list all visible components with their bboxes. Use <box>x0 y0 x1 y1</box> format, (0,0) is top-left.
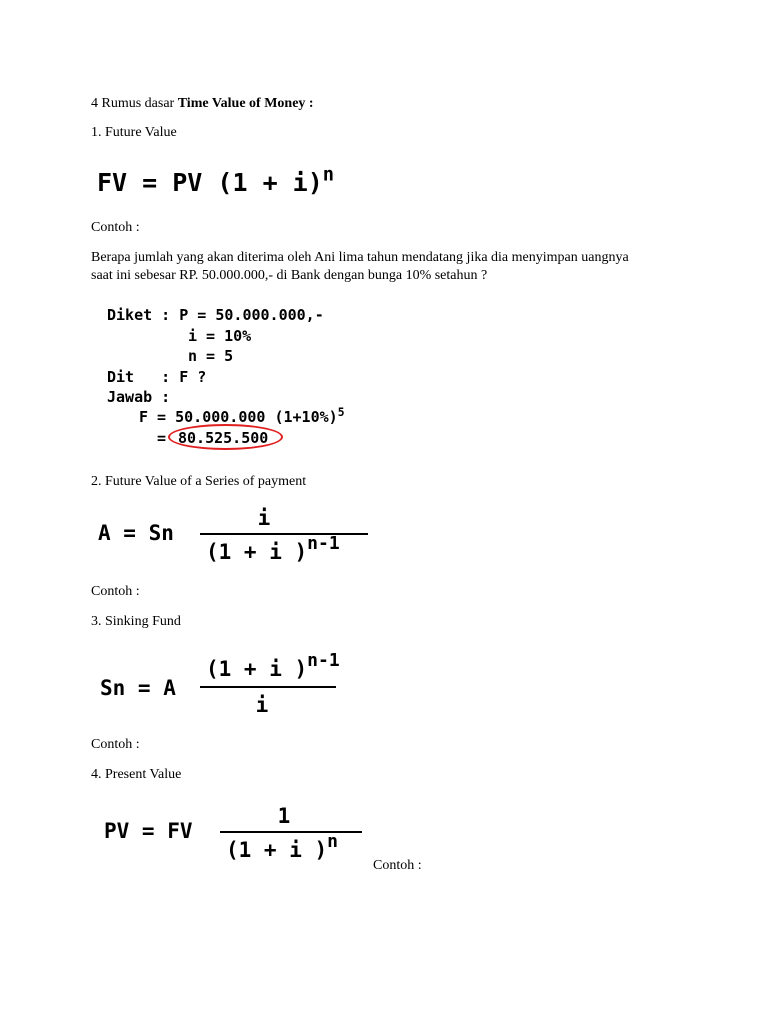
formula-series-den-exponent: n-1 <box>307 533 340 555</box>
formula-pv-fraction-bar <box>220 831 362 833</box>
formula-sinking-denominator: i <box>255 693 269 717</box>
formula-sinking-num-exponent: n-1 <box>307 650 340 672</box>
formula-series-fraction-bar <box>200 533 368 535</box>
example-jawab: Jawab : <box>107 388 171 406</box>
formula-pv-den-text: (1 + i ) <box>226 838 328 862</box>
example-equals: = <box>157 429 167 447</box>
formula-pv-lhs: PV = FV <box>104 819 193 843</box>
formula-future-value <box>97 166 334 200</box>
formula-series-den-text: (1 + i ) <box>206 540 308 564</box>
example-n: n = 5 <box>188 347 234 365</box>
example-question-line-1: Berapa jumlah yang akan diterima oleh Ani lima tahun mendatang jika dia menyimpan uangnya <box>91 250 629 265</box>
intro-title: Time Value of Money : <box>177 96 314 111</box>
formula-pv-den-exponent: n <box>327 831 338 853</box>
example-dit: Dit : F ? <box>107 368 207 386</box>
example-result: 80.525.500 <box>178 429 269 447</box>
formula-sinking-lhs: Sn = A <box>100 676 176 700</box>
formula-sinking-num-text: (1 + i ) <box>206 657 308 681</box>
formula-series-denominator <box>206 533 340 566</box>
section-heading-series-payment: 2. Future Value of a Series of payment <box>91 474 307 489</box>
contoh-label-1: Contoh : <box>91 220 140 235</box>
intro-prefix: 4 Rumus dasar <box>91 96 178 111</box>
example-i: i = 10% <box>188 327 252 345</box>
formula-fv-exponent: n <box>322 164 335 186</box>
formula-sinking-fraction-bar <box>200 686 336 688</box>
section-heading-sinking-fund: 3. Sinking Fund <box>91 614 181 629</box>
intro-line <box>91 95 314 113</box>
example-calc-text: F = 50.000.000 (1+10%) <box>139 408 338 426</box>
section-heading-future-value: 1. Future Value <box>91 125 177 140</box>
example-diket: Diket : P = 50.000.000,- <box>107 306 324 324</box>
example-calc-exponent: 5 <box>337 405 345 419</box>
contoh-label-4: Contoh : <box>373 858 422 873</box>
formula-pv-numerator: 1 <box>277 804 291 828</box>
formula-pv-denominator <box>226 831 338 864</box>
contoh-label-3: Contoh : <box>91 737 140 752</box>
example-question-line-2: saat ini sebesar RP. 50.000.000,- di Bank dengan bunga 10% setahun ? <box>91 268 488 283</box>
formula-series-numerator: i <box>257 506 271 530</box>
contoh-label-2: Contoh : <box>91 584 140 599</box>
formula-series-lhs: A = Sn <box>98 521 174 545</box>
formula-sinking-numerator <box>206 650 340 683</box>
section-heading-present-value: 4. Present Value <box>91 767 182 782</box>
formula-fv-lhs: FV = PV (1 + i) <box>97 168 323 197</box>
